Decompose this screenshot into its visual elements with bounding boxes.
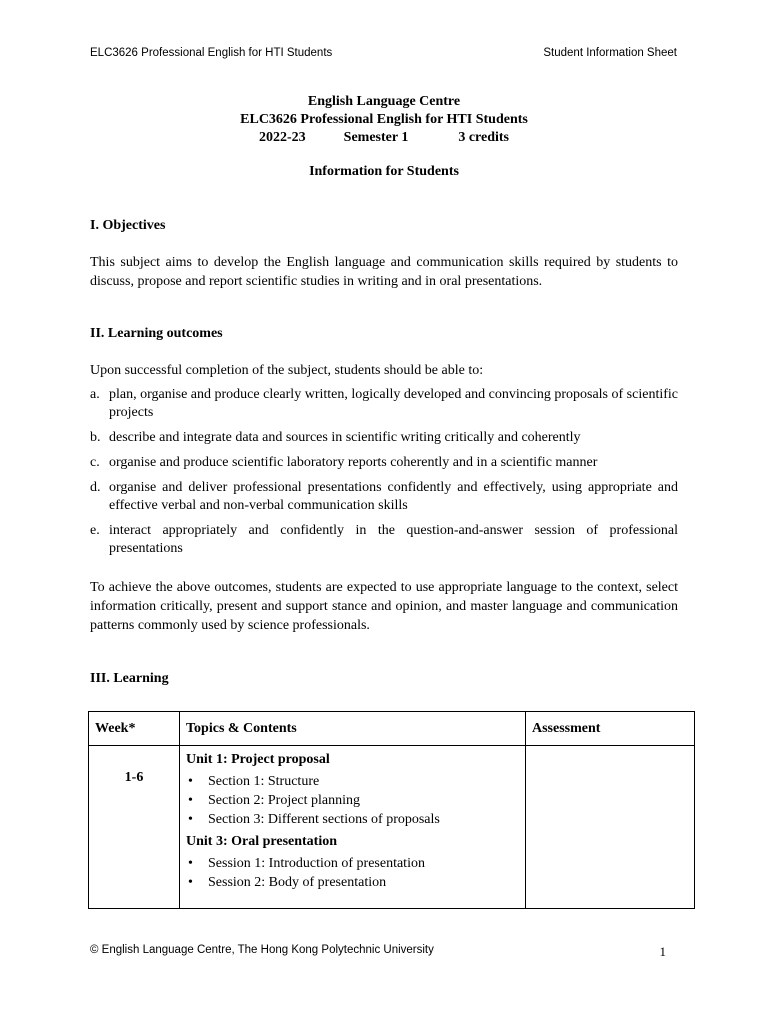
unit1-list <box>186 772 519 829</box>
info-title: Information for Students <box>309 164 459 179</box>
unit1-title: Unit 1: Project proposal <box>186 752 330 767</box>
outcome-marker: c. <box>90 455 100 470</box>
week-cell <box>89 746 180 909</box>
list-item: • Session 2: Body of presentation <box>186 873 519 892</box>
page-header-right: Student Information Sheet <box>543 47 677 59</box>
outcome-text: interact appropriately and confidently in the question-and-answer session of professional presentations <box>109 523 678 556</box>
topics-cell <box>180 746 526 909</box>
unit3-title: Unit 3: Oral presentation <box>186 834 338 849</box>
objectives-heading: I. Objectives <box>90 218 166 233</box>
title-course: ELC3626 Professional English for HTI Students <box>240 112 528 127</box>
week-value: 1-6 <box>124 770 144 785</box>
learning-heading: III. Learning <box>90 671 169 686</box>
header-assessment: Assessment <box>526 712 695 746</box>
outcome-marker: b. <box>90 430 101 445</box>
outcome-text: organise and deliver professional presentations confidently and effectively, using appropriate and effective verbal and non-verbal communication skills <box>109 480 678 513</box>
header-topics: Topics & Contents <box>180 712 526 746</box>
page-number: 1 <box>659 944 666 959</box>
list-item: • Session 1: Introduction of presentation <box>186 854 519 873</box>
outcomes-closing: To achieve the above outcomes, students are expected to use appropriate language to the context, select information critically, present and support stance and opinion, and master language and communication patterns commonly used by science professionals. <box>90 580 678 633</box>
title-credits: 3 credits <box>458 130 510 145</box>
list-item: • Section 3: Different sections of proposals <box>186 810 519 829</box>
objectives-text: This subject aims to develop the English language and communication skills required by students to discuss, propose and report scientific studies in writing and in oral presentations. <box>90 255 678 289</box>
outcomes-heading: II. Learning outcomes <box>90 326 223 341</box>
outcome-text: describe and integrate data and sources in scientific writing critically and coherently <box>109 430 581 445</box>
title-term-row <box>0 129 768 147</box>
outcome-item <box>90 522 678 558</box>
title-year: 2022-23 <box>258 130 306 145</box>
list-item: • Section 2: Project planning <box>186 791 519 810</box>
learning-table <box>88 711 695 909</box>
header-week: Week* <box>89 712 180 746</box>
outcome-item <box>90 429 678 447</box>
title-semester: Semester 1 <box>343 130 409 145</box>
title-centre: English Language Centre <box>307 94 461 109</box>
outcomes-intro: Upon successful completion of the subject, students should be able to: <box>90 363 484 378</box>
outcome-marker: d. <box>90 480 101 495</box>
outcomes-list <box>90 386 678 558</box>
outcome-item <box>90 454 678 472</box>
table-row <box>89 746 695 909</box>
page-header-left: ELC3626 Professional English for HTI Students <box>90 47 333 59</box>
outcome-marker: a. <box>90 387 100 402</box>
outcome-item <box>90 479 678 515</box>
document-title-block <box>0 93 768 147</box>
list-item: • Section 1: Structure <box>186 772 519 791</box>
outcome-item <box>90 386 678 422</box>
assessment-cell <box>526 746 695 909</box>
page-footer-copyright: © English Language Centre, The Hong Kong Polytechnic University <box>90 944 434 956</box>
outcome-marker: e. <box>90 523 100 538</box>
outcome-text: organise and produce scientific laboratory reports coherently and in a scientific manner <box>109 455 598 470</box>
table-header-row <box>89 712 695 746</box>
unit3-list <box>186 854 519 892</box>
outcome-text: plan, organise and produce clearly written, logically developed and convincing proposals of scientific projects <box>109 387 678 420</box>
